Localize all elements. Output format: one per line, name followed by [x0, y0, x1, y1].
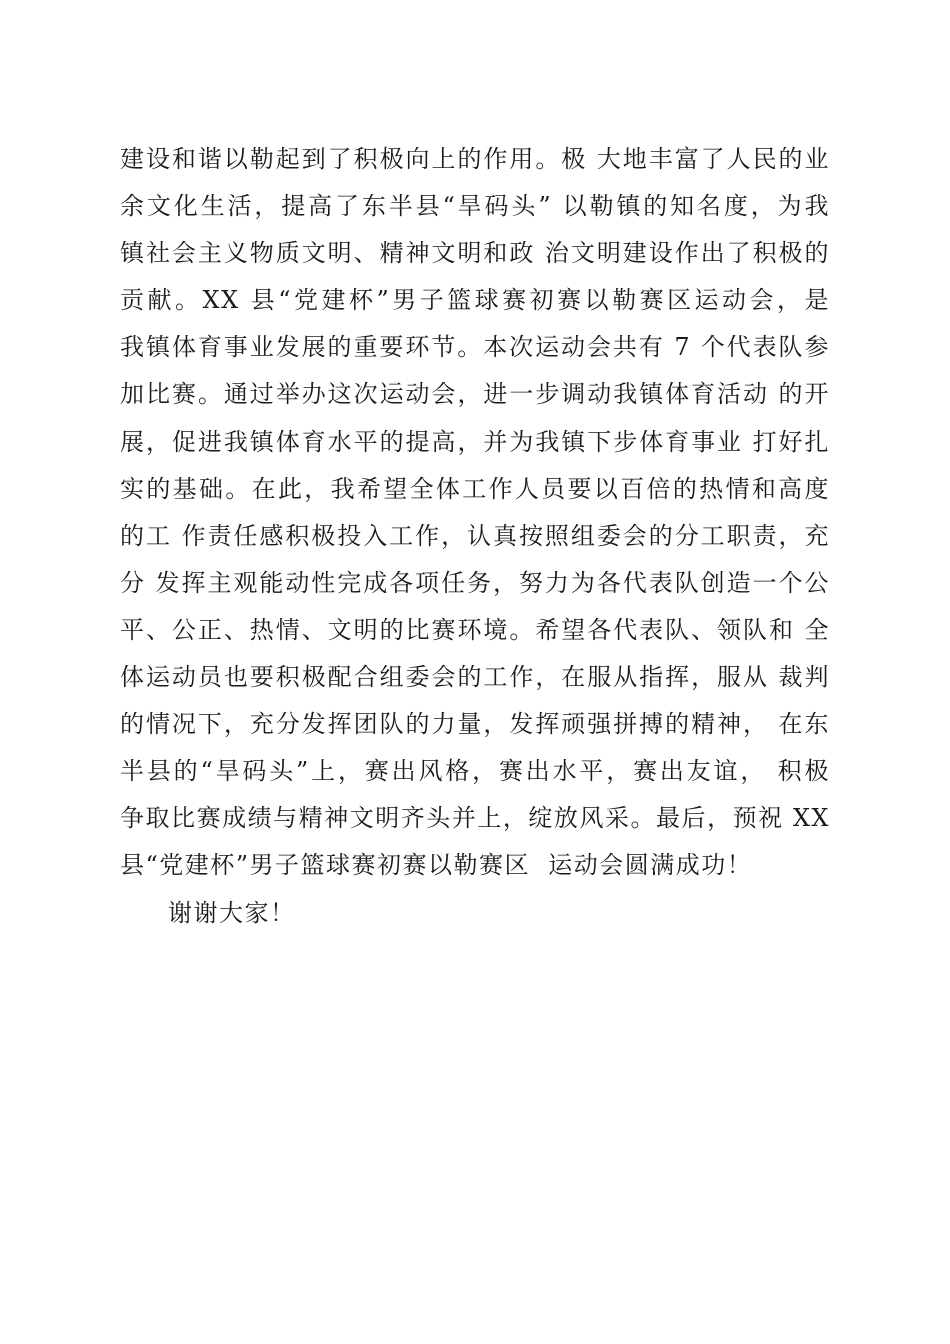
body-line-6: 加比赛。通过举办这次运动会，进一步调动我镇体育活动 的开 — [120, 380, 830, 409]
body-line-2: 余文化生活，提高了东半县“旱码头” 以勒镇的知名度，为我 — [120, 192, 830, 221]
body-line-3: 镇社会主义物质文明、精神文明和政 治文明建设作出了积极的 — [120, 239, 830, 268]
body-line-1: 建设和谐以勒起到了积极向上的作用。极 大地丰富了人民的业 — [120, 145, 830, 173]
body-line-7: 展，促进我镇体育水平的提高，并为我镇下步体育事业 打好扎 — [120, 427, 830, 456]
body-line-9: 的工 作责任感积极投入工作，认真按照组委会的分工职责，充 — [120, 521, 830, 550]
body-line-5: 我镇体育事业发展的重要环节。本次运动会共有 7 个代表队参 — [120, 333, 830, 362]
body-line-4: 贡献。XX 县“党建杯”男子篮球赛初赛以勒赛区运动会，是 — [120, 286, 830, 315]
body-line-12: 体运动员也要积极配合组委会的工作，在服从指挥，服从 裁判 — [120, 663, 830, 692]
speech-body — [120, 136, 830, 937]
body-line-15: 争取比赛成绩与精神文明齐头并上，绽放风采。最后，预祝 XX — [120, 804, 830, 833]
closing-line: 谢谢大家！ — [168, 898, 296, 927]
body-line-8: 实的基础。在此，我希望全体工作人员要以百倍的热情和高度 — [120, 474, 830, 503]
body-line-10: 分 发挥主观能动性完成各项任务，努力为各代表队创造一个公 — [120, 568, 830, 597]
body-line-14: 半县的“旱码头”上，赛出风格，赛出水平，赛出友谊， 积极 — [120, 757, 830, 786]
body-line-16: 县“党建杯”男子篮球赛初赛以勒赛区 运动会圆满成功！ — [120, 851, 753, 880]
body-line-13: 的情况下，充分发挥团队的力量，发挥顽强拼搏的精神， 在东 — [120, 710, 830, 739]
body-line-11: 平、公正、热情、文明的比赛环境。希望各代表队、领队和 全 — [120, 615, 830, 644]
